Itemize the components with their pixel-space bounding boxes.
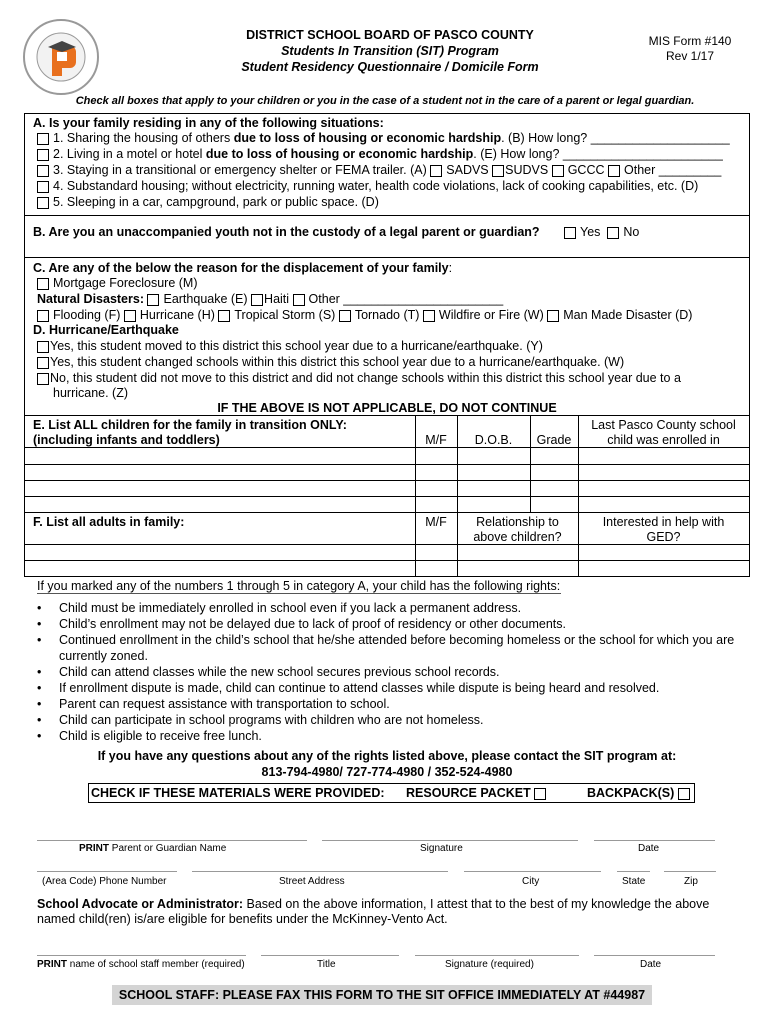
section-e-title: E. List ALL children for the family in transition ONLY:: [33, 418, 347, 432]
section-b-answers: Yes No: [564, 225, 639, 241]
checkbox-b-yes[interactable]: [564, 227, 576, 239]
section-d-option-z-cont: hurricane. (Z): [53, 386, 129, 400]
materials-backpack: BACKPACK(S): [587, 786, 694, 802]
form-subtitle-name: Student Residency Questionnaire / Domicile Form: [241, 60, 539, 74]
checkbox-other-disaster[interactable]: [293, 294, 305, 306]
phone-label: (Area Code) Phone Number: [42, 876, 167, 887]
checkbox-earthquake[interactable]: [147, 294, 159, 306]
staff-title-label: Title: [317, 959, 336, 970]
checkbox-tornado[interactable]: [339, 310, 351, 322]
col-f-ged: Interested in help with: [602, 515, 725, 529]
staff-signature-line[interactable]: [415, 955, 579, 956]
col-e-grade: Grade: [536, 433, 572, 447]
state-label: State: [622, 876, 646, 887]
instructions: Check all boxes that apply to your children or you in the case of a student not in the care of a parent or legal guardian.: [75, 95, 695, 107]
advocate-attestation-2: named child(ren) is/are eligible for benefits under the McKinney-Vento Act.: [37, 912, 448, 926]
col-e-dob: D.O.B.: [474, 433, 513, 447]
fax-instructions: SCHOOL STAFF: PLEASE FAX THIS FORM TO THE SIT OFFICE IMMEDIATELY AT #44987: [112, 985, 652, 1005]
guardian-signature-label: Signature: [420, 843, 463, 854]
section-c-disasters: Flooding (F) Hurricane (H) Tropical Storm (S) Tornado (T) Wildfire or Fire (W) Man Made Disaster (D): [37, 308, 692, 324]
section-c-natural: Natural Disasters: Earthquake (E) Haiti Other _______________________: [37, 292, 504, 306]
checkbox-b-no[interactable]: [607, 227, 619, 239]
section-a-title: A. Is your family residing in any of the following situations:: [33, 116, 384, 130]
district-logo: [22, 18, 100, 96]
checkbox-hurricane[interactable]: [124, 310, 136, 322]
materials-label: CHECK IF THESE MATERIALS WERE PROVIDED:: [91, 786, 385, 800]
materials-packet: RESOURCE PACKET: [406, 786, 550, 802]
phone-line[interactable]: [37, 871, 177, 872]
section-a-item-2: 2. Living in a motel or hotel due to loss of housing or economic hardship . (E) How long? _______________________: [37, 147, 723, 163]
checkbox-d-z[interactable]: [37, 373, 49, 385]
checkbox-d-w[interactable]: [37, 357, 49, 369]
guardian-signature-line[interactable]: [322, 840, 578, 841]
section-d-option-w: Yes, this student changed schools within this district this school year due to a hurricane/earthquake. (W): [37, 355, 624, 371]
checkbox-d-y[interactable]: [37, 341, 49, 353]
col-e-mf: M/F: [425, 433, 447, 447]
col-f-ged-2: GED?: [646, 530, 681, 544]
rights-intro: If you marked any of the numbers 1 through 5 in category A, your child has the following rights:: [37, 579, 561, 593]
checkbox-sadvs[interactable]: [430, 165, 442, 177]
form-number: MIS Form #140: [648, 34, 732, 48]
rights-item: • Child can participate in school programs with children who are not homeless.: [35, 712, 735, 728]
col-e-last-school: Last Pasco County school: [591, 418, 736, 432]
guardian-date-label: Date: [638, 843, 660, 854]
col-f-relationship-2: above children?: [473, 530, 562, 544]
checkbox-a1[interactable]: [37, 133, 49, 145]
staff-signature-label: Signature (required): [445, 959, 534, 970]
section-a-item-1: 1. Sharing the housing of others due to loss of housing or economic hardship . (B) How long? ____________________: [37, 131, 730, 147]
section-a-item-3: 3. Staying in a transitional or emergency shelter or FEMA trailer. (A) SADVS SUDVS GCCC Other _________: [37, 163, 721, 179]
checkbox-a4[interactable]: [37, 181, 49, 193]
rights-item: • If enrollment dispute is made, child can continue to attend classes while dispute is being heard and resolved.: [35, 680, 735, 696]
section-c-title: C. Are any of the below the reason for the displacement of your family:: [33, 261, 453, 275]
staff-title-line[interactable]: [261, 955, 399, 956]
checkbox-haiti[interactable]: [251, 294, 263, 306]
guardian-name-line[interactable]: [37, 840, 307, 841]
section-f-title: F. List all adults in family:: [33, 515, 185, 529]
checkbox-other-shelter[interactable]: [608, 165, 620, 177]
form-subtitle-program: Students In Transition (SIT) Program: [281, 44, 499, 58]
checkbox-a3[interactable]: [37, 165, 49, 177]
checkbox-tropical-storm[interactable]: [218, 310, 230, 322]
form-title: DISTRICT SCHOOL BOARD OF PASCO COUNTY: [246, 28, 534, 42]
checkbox-a5[interactable]: [37, 197, 49, 209]
checkbox-resource-packet[interactable]: [534, 788, 546, 800]
rights-item: • Child is eligible to receive free lunch.: [35, 728, 735, 744]
contact-text: If you have any questions about any of the rights listed above, please contact the SIT program at:: [97, 749, 677, 763]
checkbox-man-made[interactable]: [547, 310, 559, 322]
section-c-mortgage: Mortgage Foreclosure (M): [37, 276, 198, 292]
street-line[interactable]: [192, 871, 448, 872]
rights-item: • Child must be immediately enrolled in school even if you lack a permanent address.: [35, 600, 735, 616]
staff-name-line[interactable]: [37, 955, 246, 956]
section-b-question: B. Are you an unaccompanied youth not in the custody of a legal parent or guardian?: [33, 225, 540, 239]
rights-item: • Parent can request assistance with transportation to school.: [35, 696, 735, 712]
section-d-title: D. Hurricane/Earthquake: [33, 323, 179, 337]
section-a-item-5: 5. Sleeping in a car, campground, park or public space. (D): [37, 195, 379, 211]
section-d-option-y: Yes, this student moved to this district this school year due to a hurricane/earthquake. (Y): [37, 339, 543, 355]
staff-date-label: Date: [640, 959, 662, 970]
checkbox-a2[interactable]: [37, 149, 49, 161]
checkbox-sudvs[interactable]: [492, 165, 504, 177]
guardian-date-line[interactable]: [594, 840, 715, 841]
rights-list: [35, 600, 735, 744]
advocate-attestation: School Advocate or Administrator: Based on the above information, I attest that to the best of my knowledge the above: [37, 897, 710, 911]
zip-label: Zip: [684, 876, 698, 887]
not-applicable-notice: IF THE ABOVE IS NOT APPLICABLE, DO NOT CONTINUE: [217, 401, 557, 415]
rights-item: • Child can attend classes while the new school secures previous school records.: [35, 664, 735, 680]
col-f-mf: M/F: [425, 515, 447, 529]
city-label: City: [522, 876, 540, 887]
guardian-name-label: PRINT Parent or Guardian Name: [79, 843, 227, 854]
form-revision: Rev 1/17: [665, 49, 715, 63]
street-label: Street Address: [279, 876, 345, 887]
rights-item: • Continued enrollment in the child’s school that he/she attended before becoming homeless or the school for which you are currently zoned.: [35, 632, 735, 664]
checkbox-mortgage[interactable]: [37, 278, 49, 290]
checkbox-backpack[interactable]: [678, 788, 690, 800]
staff-date-line[interactable]: [594, 955, 715, 956]
col-f-relationship: Relationship to: [476, 515, 559, 529]
city-line[interactable]: [464, 871, 601, 872]
section-a-item-4: 4. Substandard housing; without electricity, running water, health code violations, lack of cooking capabilities, etc. (D): [37, 179, 698, 195]
col-e-last-school-2: child was enrolled in: [607, 433, 720, 447]
section-e-subtitle: (including infants and toddlers): [33, 433, 220, 447]
checkbox-wildfire[interactable]: [423, 310, 435, 322]
checkbox-flooding[interactable]: [37, 310, 49, 322]
state-line[interactable]: [617, 871, 650, 872]
contact-phones: 813-794-4980/ 727-774-4980 / 352-524-4980: [261, 765, 513, 779]
checkbox-gccc[interactable]: [552, 165, 564, 177]
zip-line[interactable]: [664, 871, 716, 872]
section-d-option-z: No, this student did not move to this district and did not change schools within this district this school year due to a: [37, 371, 681, 387]
rights-item: • Child’s enrollment may not be delayed due to lack of proof of residency or other documents.: [35, 616, 735, 632]
staff-name-label: PRINT name of school staff member (required): [37, 959, 245, 970]
